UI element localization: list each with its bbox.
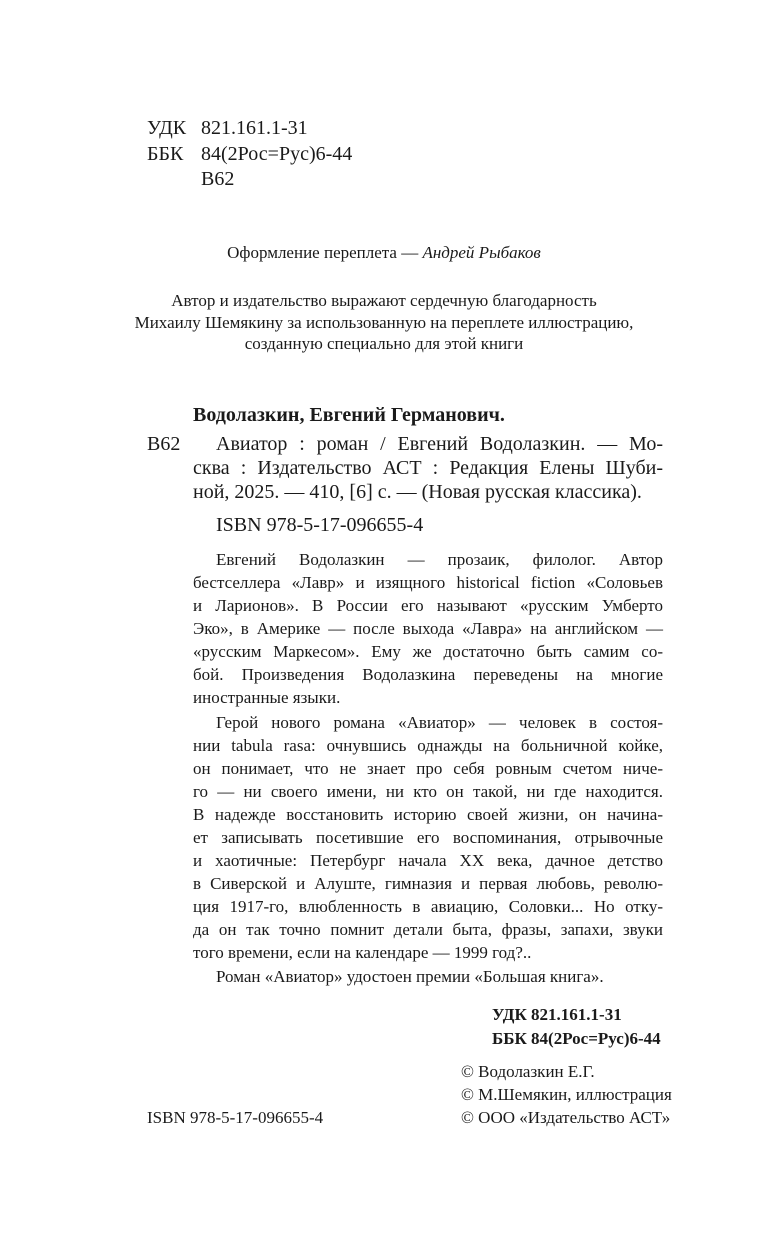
copyright-author: © Водолазкин Е.Г.: [461, 1062, 595, 1081]
annotation-p2-line-3: он понимает, что не знает про себя ровным счетом ниче-: [193, 759, 663, 778]
description-line-3: ной, 2025. — 410, [6] с. — (Новая русская классика).: [193, 481, 642, 503]
author-heading: Водолазкин, Евгений Германович.: [193, 404, 505, 426]
annotation-p1-line-3: и Ларионов». В России его называют «русским Умберто: [193, 596, 663, 615]
bottom-bbk: ББК 84(2Рос=Рус)6-44: [492, 1029, 661, 1048]
top-udk-value: 821.161.1-31: [201, 117, 308, 139]
annotation-p2-line-2: нии tabula rasa: очнувшись однажды на больничной койке,: [193, 736, 663, 755]
acknowledgement-line-1: Автор и издательство выражают сердечную благодарность: [171, 291, 597, 310]
description-line-1: Авиатор : роман / Евгений Водолазкин. — Мо-: [216, 433, 663, 455]
annotation-p2-line-11: того времени, если на календаре — 1999 год?..: [193, 943, 532, 962]
top-author-mark: В62: [201, 168, 235, 190]
annotation-p1-line-7: иностранные языки.: [193, 688, 341, 707]
annotation-p2-line-4: го — ни своего имени, ни кто он такой, ни где находится.: [193, 782, 663, 801]
top-bbk-value: 84(2Рос=Рус)6-44: [201, 143, 353, 165]
annotation-p1-line-2: бестселлера «Лавр» и изящного historical fiction «Соловьев: [193, 573, 663, 592]
acknowledgement-line-2: Михаилу Шемякину за использованную на переплете иллюстрацию,: [134, 313, 634, 332]
annotation-p2-line-5: В надежде восстановить историю своей жизни, он начина-: [193, 805, 663, 824]
copyright-illustration: © М.Шемякин, иллюстрация: [461, 1085, 672, 1104]
annotation-p1-line-4: Эко», в Америке — после выхода «Лавра» на английском —: [193, 619, 663, 638]
acknowledgement-line-3: созданную специально для этой книги: [244, 334, 524, 353]
annotation-p3: Роман «Авиатор» удостоен премии «Большая книга».: [216, 967, 604, 986]
annotation-p2-line-10: да он так точно помнит детали быта, фразы, запахи, звуки: [193, 920, 663, 939]
record-isbn: ISBN 978-5-17-096655-4: [216, 514, 424, 536]
annotation-p2-line-6: ет записывать посетившие его воспоминания, отрывочные: [193, 828, 663, 847]
top-bbk-label: ББК: [147, 143, 184, 165]
annotation-p2-line-1: Герой нового романа «Авиатор» — человек в состоя-: [216, 713, 663, 732]
annotation-p2-line-7: и хаотичные: Петербург начала XX века, дачное детство: [193, 851, 663, 870]
bottom-isbn: ISBN 978-5-17-096655-4: [147, 1108, 324, 1127]
top-udk-label: УДК: [147, 117, 187, 139]
annotation-p2-line-8: в Сиверской и Алуште, гимназия и первая любовь, револю-: [193, 874, 663, 893]
cover-credit-label: Оформление переплета —: [227, 243, 423, 262]
record-mark: В62: [147, 433, 181, 455]
cover-credit: [0, 243, 768, 263]
description-line-2: сква : Издательство АСТ : Редакция Елены Шуби-: [193, 457, 663, 479]
annotation-p1-line-6: бой. Произведения Водолазкина переведены на многие: [193, 665, 663, 684]
annotation-p2-line-9: ция 1917-го, влюбленность в авиацию, Соловки... Но отку-: [193, 897, 663, 916]
cover-credit-name: Андрей Рыбаков: [422, 243, 541, 262]
annotation-p1-line-1: Евгений Водолазкин — прозаик, филолог. Автор: [216, 550, 663, 569]
bottom-udk: УДК 821.161.1-31: [492, 1005, 622, 1024]
copyright-publisher: © ООО «Издательство АСТ»: [461, 1108, 671, 1127]
annotation-p1-line-5: «русским Маркесом». Ему же достаточно быть самим со-: [193, 642, 663, 661]
